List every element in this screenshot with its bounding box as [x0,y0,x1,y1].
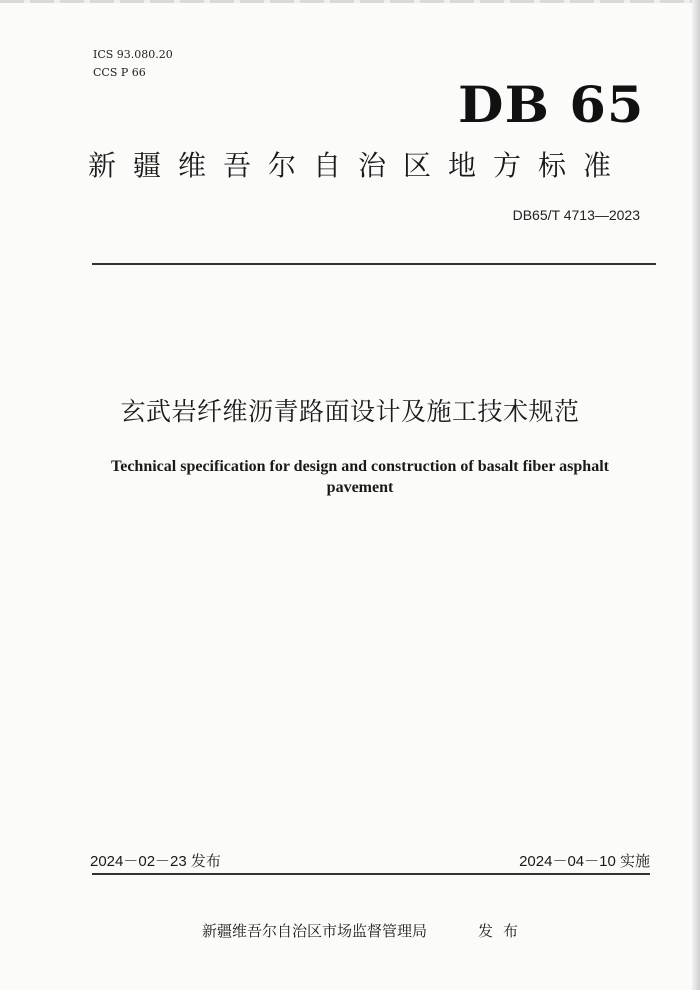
header-divider [92,263,656,265]
publisher-name: 新疆维吾尔自治区市场监督管理局 [202,922,428,940]
ccs-code: CCS P 66 [93,66,146,79]
scan-edge-right [692,0,700,990]
scan-edge-top [0,0,700,3]
footer-divider [92,873,650,875]
ics-code: ICS 93.080.20 [93,48,173,61]
publish-label: 发布 [478,922,529,940]
title-english: Technical specification for design and construction of basalt fiber asphalt pavement [111,458,609,496]
classification-codes [93,46,173,82]
db65-logo: DB 65 [458,75,645,134]
issue-date: 2024－02－23 发布 [90,853,221,870]
title-chinese: 玄武岩纤维沥青路面设计及施工技术规范 [120,397,580,426]
implementation-date: 2024－04－10 实施 [519,853,650,870]
standard-type-heading: 新疆维吾尔自治区地方标准 [88,149,629,182]
standard-number: DB65/T 4713—2023 [512,207,640,223]
